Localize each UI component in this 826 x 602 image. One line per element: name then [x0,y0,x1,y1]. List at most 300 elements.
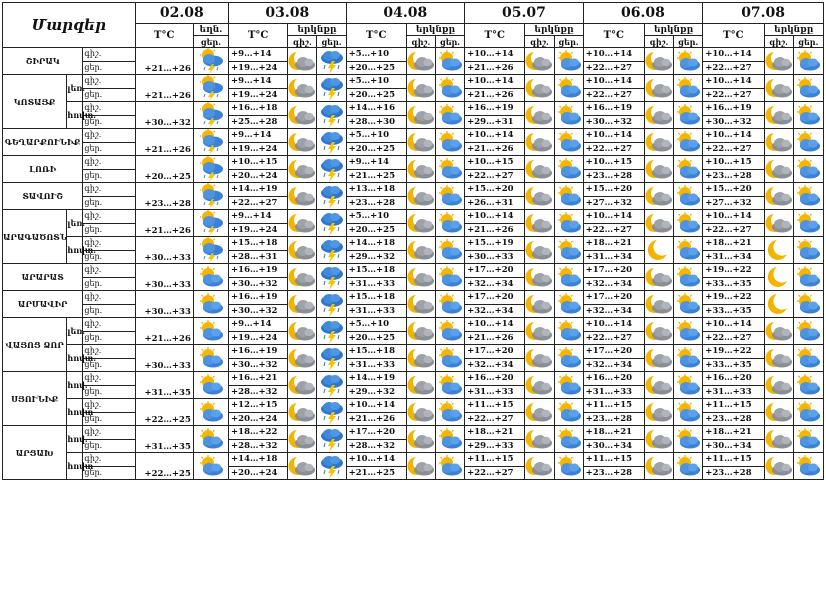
subregion-label: հովտ. [67,237,83,264]
sun-cloud-icon [555,455,583,477]
weather-icon-cell [793,426,823,453]
table-row [3,318,824,332]
sun-cloud-icon [794,131,823,153]
temp-day-value: +21…+25 [346,169,406,183]
weather-icon-cell [674,453,703,480]
weather-icon-cell [288,129,317,156]
weather-icon-cell [193,237,228,264]
sun-cloud-icon [194,428,228,450]
weather-icon-cell [435,156,464,183]
weather-icon-cell [317,453,346,480]
temp-day-value: +23…+28 [703,169,764,183]
sun-cloud-icon [674,131,702,153]
weather-icon-cell [554,399,583,426]
night-label: գիշ. [83,129,135,143]
moon-cloud-icon [407,77,435,99]
sun-storm-icon [194,129,228,155]
moon-cloud-icon [645,266,673,288]
moon-cloud-icon [765,347,793,369]
region-name: ԳԵՂԱՐՔՈՒՆԻՔ [3,129,83,156]
temp-night-value: +11…+15 [465,453,525,467]
weather-icon-cell [644,210,673,237]
sun-cloud-icon [794,77,823,99]
temp-night-value: +16…+20 [703,372,764,386]
table-row [3,75,824,89]
temp-night-value: +13…+18 [346,183,406,197]
weather-icon-cell [435,75,464,102]
night-label: գիշ. [83,426,135,440]
weather-icon-cell [193,291,228,318]
temp-night-value: +17…+20 [583,345,644,359]
temp-night-value: +10…+14 [346,399,406,413]
night-header: գիշ. [406,36,435,48]
weather-icon-cell [764,426,793,453]
temp-night-value: +17…+20 [465,345,525,359]
region-name: ԱՐԱԳԱԾՈՏՆ [3,210,67,264]
temp-day-value: +30…+33 [135,345,193,372]
cloud-storm-icon [317,210,345,236]
moon-cloud-icon [288,266,316,288]
cloud-storm-icon [317,264,345,290]
moon-cloud-icon [525,185,553,207]
weather-icon-cell [554,102,583,129]
day-label: ցեր. [83,412,135,426]
temp-day-value: +22…+27 [583,61,644,75]
temp-night-value: +18…+21 [703,237,764,251]
sun-cloud-icon [794,401,823,423]
weather-icon-cell [406,291,435,318]
temp-night-value: +10…+14 [465,75,525,89]
sun-cloud-icon [794,104,823,126]
region-name: ԼՈՌԻ [3,156,83,183]
weather-icon-cell [764,237,793,264]
weather-icon-cell [525,453,554,480]
weather-icon-cell [193,372,228,399]
temp-night-value: +16…+19 [229,345,288,359]
weather-icon-cell [644,237,673,264]
sun-cloud-icon [436,266,464,288]
weather-icon-cell [406,264,435,291]
temp-day-value: +27…+32 [583,196,644,210]
temp-day-value: +31…+33 [703,385,764,399]
temp-day-value: +21…+26 [135,48,193,75]
weather-icon-cell [644,291,673,318]
sun-cloud-icon [794,239,823,261]
temp-day-value: +30…+32 [703,115,764,129]
sun-cloud-icon [674,158,702,180]
temp-night-value: +19…+22 [703,345,764,359]
weather-icon-cell [435,345,464,372]
temp-day-value: +22…+27 [583,142,644,156]
moon-cloud-icon [645,374,673,396]
temp-day-value: +30…+32 [229,304,288,318]
moon-cloud-icon [765,50,793,72]
sun-cloud-icon [436,212,464,234]
sun-cloud-icon [794,428,823,450]
sun-cloud-icon [436,239,464,261]
weather-icon-cell [288,48,317,75]
temp-night-value: +9…+14 [229,48,288,62]
sun-cloud-icon [794,455,823,477]
weather-icon-cell [435,426,464,453]
weather-icon-cell [644,183,673,210]
weather-icon-cell [317,156,346,183]
temp-night-value: +14…+18 [346,237,406,251]
weather-icon-cell [554,156,583,183]
night-label: գիշ. [83,156,135,170]
day-label: ցեր. [83,142,135,156]
sun-cloud-icon [674,293,702,315]
sun-cloud-icon [436,185,464,207]
temp-day-value: +22…+27 [465,169,525,183]
moon-cloud-icon [645,320,673,342]
weather-icon-cell [644,129,673,156]
temp-day-value: +19…+24 [229,142,288,156]
sun-cloud-icon [436,374,464,396]
cloud-storm-icon [317,453,345,479]
sun-storm-icon [194,48,228,74]
temp-night-value: +10…+15 [703,156,764,170]
moon-cloud-icon [407,50,435,72]
sun-cloud-icon [674,50,702,72]
temp-day-value: +21…+26 [135,318,193,345]
temp-night-value: +15…+20 [583,183,644,197]
weather-icon-cell [793,237,823,264]
weather-icon-cell [317,210,346,237]
weather-icon-cell [674,399,703,426]
temp-night-value: +16…+18 [229,102,288,116]
temp-night-value: +17…+20 [465,264,525,278]
temp-day-value: +20…+25 [346,223,406,237]
weather-icon-cell [317,345,346,372]
weather-icon-cell [674,129,703,156]
temp-day-value: +23…+28 [583,169,644,183]
weather-icon-cell [193,345,228,372]
weather-icon-cell [193,48,228,75]
weather-icon-cell [525,237,554,264]
temp-night-value: +10…+14 [583,48,644,62]
weather-icon-cell [554,453,583,480]
temp-night-value: +9…+14 [229,129,288,143]
temp-day-value: +20…+25 [346,142,406,156]
weather-icon-cell [288,183,317,210]
sun-cloud-icon [194,266,228,288]
weather-icon-cell [193,156,228,183]
temp-night-value: +11…+15 [583,399,644,413]
night-header: գիշ. [288,36,317,48]
weather-icon-cell [406,453,435,480]
weather-icon-cell [674,75,703,102]
sun-cloud-icon [436,401,464,423]
weather-icon-cell [193,318,228,345]
temp-day-value: +21…+26 [465,61,525,75]
weather-icon-cell [288,372,317,399]
sun-cloud-icon [436,455,464,477]
temp-night-value: +15…+20 [703,183,764,197]
moon-cloud-icon [765,455,793,477]
weather-icon-cell [644,48,673,75]
weather-icon-cell [764,210,793,237]
weather-icon-cell [406,129,435,156]
sun-cloud-icon [794,320,823,342]
sun-cloud-icon [794,266,823,288]
temp-day-value: +22…+27 [583,223,644,237]
night-header: գիշ. [644,36,673,48]
weather-icon-cell [288,102,317,129]
weather-icon-cell [554,237,583,264]
temp-night-value: +19…+22 [703,291,764,305]
temp-night-value: +10…+14 [465,210,525,224]
temp-night-value: +9…+14 [346,156,406,170]
temp-day-value: +28…+30 [346,115,406,129]
weather-icon-cell [406,237,435,264]
weather-icon-cell [674,48,703,75]
weather-icon-cell [644,75,673,102]
cloud-storm-icon [317,183,345,209]
sun-cloud-icon [436,77,464,99]
temp-night-value: +16…+20 [583,372,644,386]
temp-day-value: +29…+32 [346,250,406,264]
moon-cloud-icon [765,185,793,207]
moon-cloud-icon [765,212,793,234]
temp-day-value: +23…+28 [346,196,406,210]
weather-icon-cell [554,75,583,102]
sun-storm-icon [194,75,228,101]
day-label: ցեր. [83,196,135,210]
region-name: ՎԱՅՈՑ ՁՈՐ [3,318,67,372]
day-label: ցեր. [83,61,135,75]
weather-icon-cell [317,318,346,345]
temp-day-value: +31…+33 [346,304,406,318]
temp-night-value: +10…+15 [465,156,525,170]
temp-header: T°C [583,24,644,48]
weather-icon-cell [288,399,317,426]
weather-icon-cell [554,48,583,75]
sun-cloud-icon [555,401,583,423]
moon-cloud-icon [407,347,435,369]
temp-day-value: +20…+25 [346,331,406,345]
day-label: ցեր. [83,304,135,318]
weather-icon-cell [644,318,673,345]
temp-night-value: +18…+21 [583,426,644,440]
sun-cloud-icon [794,212,823,234]
temp-night-value: +15…+19 [465,237,525,251]
sun-cloud-icon [555,347,583,369]
temp-day-value: +32…+34 [583,304,644,318]
weather-icon-cell [793,156,823,183]
temp-day-value: +21…+26 [465,223,525,237]
temp-night-value: +10…+14 [703,48,764,62]
weather-icon-cell [793,399,823,426]
temp-night-value: +10…+14 [703,318,764,332]
temp-day-value: +30…+33 [135,291,193,318]
temp-night-value: +18…+21 [583,237,644,251]
night-header: գիշ. [525,36,554,48]
weather-icon-cell [764,399,793,426]
table-row [3,426,824,440]
table-row [3,48,824,62]
sun-cloud-icon [555,239,583,261]
day-label: ցեր. [83,250,135,264]
subregion-label: լեռ. [67,75,83,102]
weather-icon-cell [525,399,554,426]
sun-cloud-icon [436,347,464,369]
moon-cloud-icon [407,320,435,342]
sun-cloud-icon [794,347,823,369]
temp-night-value: +5…+10 [346,210,406,224]
sun-storm-icon [194,102,228,128]
sun-cloud-icon [436,131,464,153]
day-header: ցեր. [674,36,703,48]
temp-day-value: +20…+24 [229,412,288,426]
weather-icon-cell [525,129,554,156]
sun-cloud-icon [555,50,583,72]
moon-cloud-icon [525,77,553,99]
weather-icon-cell [193,399,228,426]
temp-night-value: +18…+21 [703,426,764,440]
weather-icon-cell [406,210,435,237]
temp-day-value: +31…+33 [583,385,644,399]
sun-cloud-icon [555,77,583,99]
weather-icon-cell [435,102,464,129]
moon-cloud-icon [765,374,793,396]
sky-header: երկնքը [288,24,346,36]
cloud-storm-icon [317,426,345,452]
temp-night-value: +16…+20 [465,372,525,386]
moon-cloud-icon [525,266,553,288]
moon-cloud-icon [407,428,435,450]
temp-day-value: +21…+26 [465,88,525,102]
weather-icon-cell [435,453,464,480]
weather-icon-cell [406,399,435,426]
weather-icon-cell [644,264,673,291]
temp-day-value: +31…+34 [703,250,764,264]
weather-icon-cell [644,156,673,183]
moon-cloud-icon [288,131,316,153]
temp-night-value: +17…+20 [346,426,406,440]
temp-night-value: +5…+10 [346,75,406,89]
temp-day-value: +20…+25 [346,88,406,102]
table-row [3,129,824,143]
temp-night-value: +10…+14 [703,75,764,89]
sun-cloud-icon [555,266,583,288]
weather-icon-cell [288,237,317,264]
temp-day-value: +22…+27 [583,331,644,345]
moon-cloud-icon [765,320,793,342]
cloud-storm-icon [317,102,345,128]
cloud-storm-icon [317,399,345,425]
temp-night-value: +17…+20 [583,291,644,305]
subregion-label: լեռ. [67,210,83,237]
region-name: ԱՐԱՐԱՏ [3,264,83,291]
temp-night-value: +10…+14 [583,129,644,143]
weather-icon-cell [288,291,317,318]
moon-icon [765,239,793,261]
temp-day-value: +23…+28 [583,412,644,426]
weather-icon-cell [764,291,793,318]
weather-icon-cell [406,372,435,399]
temp-night-value: +9…+14 [229,210,288,224]
moon-cloud-icon [288,239,316,261]
moon-cloud-icon [525,428,553,450]
temp-day-value: +23…+28 [703,466,764,480]
weather-icon-cell [525,426,554,453]
forecast-body [3,48,824,480]
sun-cloud-icon [436,293,464,315]
sun-storm-icon [194,183,228,209]
temp-night-value: +15…+18 [346,291,406,305]
temp-day-value: +29…+31 [465,115,525,129]
weather-icon-cell [764,48,793,75]
temp-day-value: +31…+35 [135,426,193,453]
temp-day-value: +30…+32 [583,115,644,129]
weather-icon-cell [554,318,583,345]
temp-day-value: +19…+24 [229,88,288,102]
temp-night-value: +14…+19 [229,183,288,197]
moon-cloud-icon [407,401,435,423]
weather-icon-cell [317,75,346,102]
weather-icon-cell [764,264,793,291]
temp-day-value: +21…+26 [465,331,525,345]
weather-icon-cell [793,102,823,129]
weather-icon-cell [674,426,703,453]
temp-day-value: +19…+24 [229,61,288,75]
temp-day-value: +22…+27 [465,466,525,480]
moon-cloud-icon [525,401,553,423]
sky-header: երկնքը [644,24,702,36]
weather-icon-cell [674,156,703,183]
temp-day-value: +32…+34 [465,358,525,372]
sun-cloud-icon [555,158,583,180]
table-row [3,237,824,251]
night-label: գիշ. [83,264,135,278]
temp-night-value: +16…+19 [465,102,525,116]
table-row [3,399,824,413]
temp-day-value: +22…+27 [703,88,764,102]
day-label: ցեր. [83,115,135,129]
moon-cloud-icon [407,185,435,207]
moon-cloud-icon [288,347,316,369]
temp-day-value: +29…+32 [346,385,406,399]
temp-night-value: +11…+15 [703,399,764,413]
weather-icon-cell [317,102,346,129]
weather-icon-cell [435,399,464,426]
temp-day-value: +32…+34 [583,358,644,372]
region-name: ԱՐՑԱԽ [3,426,67,480]
night-header: գիշ. [764,36,793,48]
weather-icon-cell [288,345,317,372]
weather-icon-cell [406,48,435,75]
temp-day-value: +30…+34 [703,439,764,453]
cloud-storm-icon [317,129,345,155]
night-label: գիշ. [83,453,135,467]
moon-cloud-icon [645,455,673,477]
weather-icon-cell [644,345,673,372]
sun-cloud-icon [674,374,702,396]
temp-day-value: +22…+27 [703,223,764,237]
moon-cloud-icon [765,428,793,450]
table-row [3,345,824,359]
temp-day-value: +31…+33 [465,385,525,399]
temp-day-value: +30…+32 [229,358,288,372]
temp-night-value: +10…+14 [465,48,525,62]
temp-day-value: +21…+26 [135,129,193,156]
day-label: ցեր. [83,331,135,345]
weather-icon-cell [193,102,228,129]
sun-cloud-icon [674,455,702,477]
weather-icon-cell [525,102,554,129]
temp-day-value: +22…+27 [703,142,764,156]
